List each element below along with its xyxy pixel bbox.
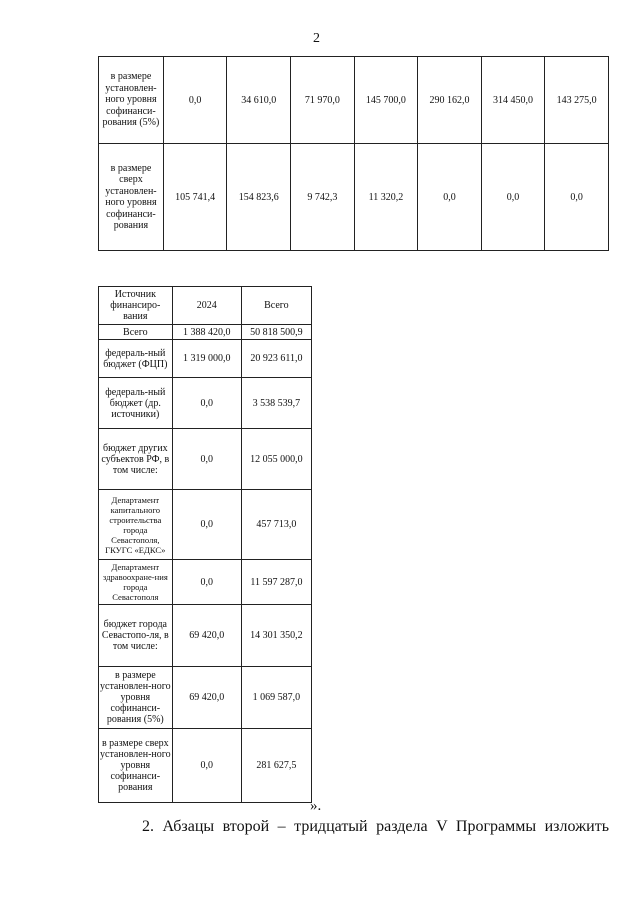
table-header-row	[99, 287, 312, 325]
funding-sources-table	[98, 286, 312, 803]
funding-table-continued	[98, 56, 609, 251]
table-cell: 34 610,0	[227, 57, 291, 144]
table-row	[99, 340, 312, 378]
table-cell: 1 069 587,0	[241, 667, 311, 729]
row-label: в размере установлен-ного уровня софинанси-рования (5%)	[99, 57, 164, 144]
table-cell: 145 700,0	[354, 57, 418, 144]
table-cell: 11 320,2	[354, 144, 418, 251]
row-label: в размере установлен-ного уровня софинанси-рования (5%)	[99, 667, 173, 729]
row-label: бюджет других субъектов РФ, в том числе:	[99, 429, 173, 490]
table-cell: 1 388 420,0	[172, 325, 241, 340]
table-cell: 0,0	[545, 144, 609, 251]
table-row	[99, 560, 312, 605]
table-cell: 69 420,0	[172, 605, 241, 667]
table-row	[99, 57, 609, 144]
table-cell: 71 970,0	[291, 57, 355, 144]
table-cell: 9 742,3	[291, 144, 355, 251]
body-paragraph: 2. Абзацы второй – тридцатый раздела V Программы изложить	[142, 818, 609, 835]
table-cell: 290 162,0	[418, 57, 482, 144]
table-cell: 314 450,0	[481, 57, 545, 144]
table-cell: 0,0	[172, 378, 241, 429]
table-row	[99, 325, 312, 340]
table-cell: 281 627,5	[241, 729, 311, 803]
table-cell: 0,0	[172, 490, 241, 560]
header-2024: 2024	[172, 287, 241, 325]
table-cell: 11 597 287,0	[241, 560, 311, 605]
row-label: федераль-ный бюджет (др. источники)	[99, 378, 173, 429]
row-label: федераль-ный бюджет (ФЦП)	[99, 340, 173, 378]
table-row	[99, 667, 312, 729]
table-cell: 1 319 000,0	[172, 340, 241, 378]
table-cell: 3 538 539,7	[241, 378, 311, 429]
row-label: Департамент здравоохране-ния города Севастополя	[99, 560, 173, 605]
table-cell: 50 818 500,9	[241, 325, 311, 340]
table-row	[99, 144, 609, 251]
table-cell: 0,0	[481, 144, 545, 251]
table-cell: 0,0	[172, 729, 241, 803]
table-cell: 143 275,0	[545, 57, 609, 144]
table-cell: 154 823,6	[227, 144, 291, 251]
row-label: в размере сверх установлен-ного уровня софинанси-рования	[99, 729, 173, 803]
table-row	[99, 490, 312, 560]
table-cell: 69 420,0	[172, 667, 241, 729]
row-label: Всего	[99, 325, 173, 340]
table-cell: 0,0	[418, 144, 482, 251]
table-row	[99, 429, 312, 490]
closing-quote: ».	[310, 798, 322, 814]
table-cell: 0,0	[172, 429, 241, 490]
table-row	[99, 729, 312, 803]
row-label: в размере сверх установлен-ного уровня софинанси-рования	[99, 144, 164, 251]
header-total: Всего	[241, 287, 311, 325]
table-cell: 105 741,4	[163, 144, 227, 251]
table-cell: 20 923 611,0	[241, 340, 311, 378]
table-cell: 0,0	[163, 57, 227, 144]
table-cell: 12 055 000,0	[241, 429, 311, 490]
page-number: 2	[313, 31, 320, 46]
table-row	[99, 605, 312, 667]
table-cell: 0,0	[172, 560, 241, 605]
header-source: Источник финансиро-вания	[99, 287, 173, 325]
row-label: бюджет города Севастопо-ля, в том числе:	[99, 605, 173, 667]
table-cell: 457 713,0	[241, 490, 311, 560]
row-label: Департамент капитального строительства города Севастополя, ГКУГС «ЕДКС»	[99, 490, 173, 560]
table-row	[99, 378, 312, 429]
table-cell: 14 301 350,2	[241, 605, 311, 667]
